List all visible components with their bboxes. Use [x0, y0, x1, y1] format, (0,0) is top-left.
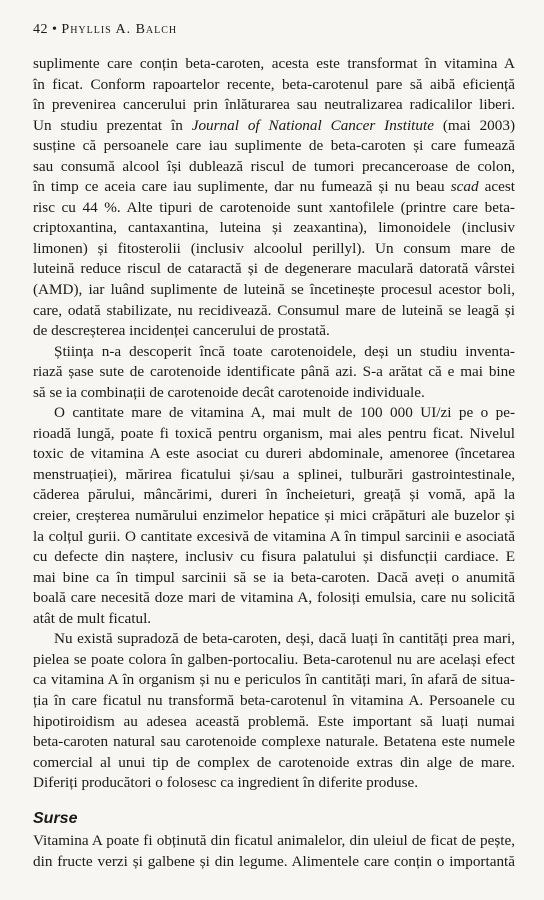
text-line: Știința n-a descoperit încă toate carotenoidele, deși un studiu inventa-	[54, 342, 515, 360]
text-line: susține că persoanele care iau suplimente de beta-caroten și care fumează	[33, 137, 515, 155]
text-line: căderea părului, mâncărimi, dureri în încheieturi, greață și vomă, apă la	[33, 486, 515, 504]
text-line: boală care necesită doze mari de vitamina A, folosiți emulsia, care nu solicită	[33, 589, 515, 607]
text-line: (AMD), iar luând suplimente de luteină se încetinește procesul acestor boli,	[33, 281, 515, 299]
running-head	[33, 22, 177, 38]
text-line: ția în care ficatul nu transformă beta-carotenul în vitamina A. Persoanele cu	[33, 691, 515, 709]
italic-text: Journal of National Cancer Institute	[191, 116, 434, 134]
text-line: suplimente care conțin beta-caroten, acesta este transformat în vitamina A	[33, 55, 515, 72]
page-number: 42	[33, 22, 48, 37]
text-line: Nu există supradoză de beta-caroten, deși, dacă luați în cantități prea mari,	[54, 630, 515, 648]
text-line: cu defecte din naștere, inclusiv cu fisura palatului și disfuncții cardiace. E	[33, 548, 515, 566]
text-line: care, odată stabilizate, nu recidivează. Consumul mare de luteină se leagă și	[33, 301, 515, 319]
text-line: hipotiroidism au adesea această problemă. Este important să luați numai	[33, 712, 515, 730]
author-name: Phyllis A. Balch	[61, 22, 178, 37]
text-line: din fructe verzi și galbene și din legume. Alimentele care conțin o importantă	[33, 852, 515, 870]
text-line: atât de mult ficatul.	[33, 609, 152, 627]
section-body	[33, 831, 515, 872]
text-line: beta-caroten natural sau carotenoide complexe naturale. Betatena este numele	[33, 733, 515, 751]
paragraph	[33, 342, 515, 404]
text-line: de descreșterea incidenței cancerului de prostată.	[33, 322, 330, 340]
text-line: sau consumă alcool își dublează riscul de tumori precanceroase de colon,	[33, 157, 515, 175]
text-line: menstruației), mărirea ficatului și/sau a splinei, tulburări gastrointestinale,	[33, 465, 515, 483]
text-line: mai bine ca în timpul sarcinii să se ia beta-caroten. Dacă aveți o anumită	[33, 568, 515, 586]
text-line: în ficat. Conform rapoartelor recente, beta-carotenul pare să aibă eficiență	[33, 75, 515, 93]
section-paragraph	[33, 831, 515, 872]
paragraph	[33, 629, 515, 793]
text-line: pielea se poate colora în galben-portocaliu. Beta-carotenul nu are același efect	[33, 650, 515, 668]
text-line: luteină reduce riscul de cataractă și de degenerare maculară datorată vârstei	[33, 260, 515, 278]
text-line: ca vitamina A în organism și nu e periculos în cantități mari, în afară de situa-	[33, 671, 515, 689]
text-line: toxic de vitamina A este asociat cu dureri abdominale, amenoree (încetarea	[33, 445, 515, 463]
text-line: comercial al unui tip de complex de carotenoide extras din alge de mare.	[33, 753, 515, 771]
text-line: creier, creșterea numărului enzimelor hepatice și mici crăpături ale buzelor și	[33, 507, 515, 525]
text-line: O cantitate mare de vitamina A, mai mult de 100 000 UI/zi pe o pe-	[54, 404, 515, 422]
text-line: riază șase sute de carotenoide identificate până azi. S-a arătat că e mai bine	[33, 363, 515, 381]
italic-text: scad	[450, 178, 479, 196]
separator-bullet: •	[52, 22, 58, 37]
text-line: Un studiu prezentat în Journal of National Cancer Institute (mai 2003)	[33, 116, 516, 134]
page-body	[33, 54, 515, 794]
text-line: în timp ce aceia care iau suplimente, dar nu fumează și nu beau scad acest	[33, 178, 515, 196]
text-line: criptoxantina, cantaxantina, luteina și zeaxantina), limonoidele (inclusiv	[33, 219, 515, 237]
section-heading: Surse	[33, 810, 78, 827]
text-line: Diferiți producători o folosesc ca ingredient în diferite produse.	[33, 774, 419, 792]
text-line: Vitamina A poate fi obținută din ficatul animalelor, din uleiul de ficat de pește,	[33, 832, 515, 849]
text-line: să se ia combinații de carotenoide decât carotenoide individuale.	[33, 383, 425, 401]
text-line: în prevenirea cancerului prin înlăturarea sau neutralizarea radicalilor liberi.	[33, 96, 515, 114]
paragraph	[33, 403, 515, 629]
text-line: risc cu 44 %. Alte tipuri de carotenoide sunt xantofilele (printre care beta-	[33, 198, 515, 216]
paragraph	[33, 54, 515, 342]
text-line: la colțul gurii. O cantitate excesivă de vitamina A în timpul sarcinii e asociată	[33, 527, 515, 545]
text-line: rioadă lungă, poate fi toxică pentru organism, mai ales pentru ficat. Nivelul	[33, 424, 515, 442]
text-line: limonen) și fitosterolii (inclusiv alcoolul perillyl). Un consum mare de	[33, 239, 515, 257]
